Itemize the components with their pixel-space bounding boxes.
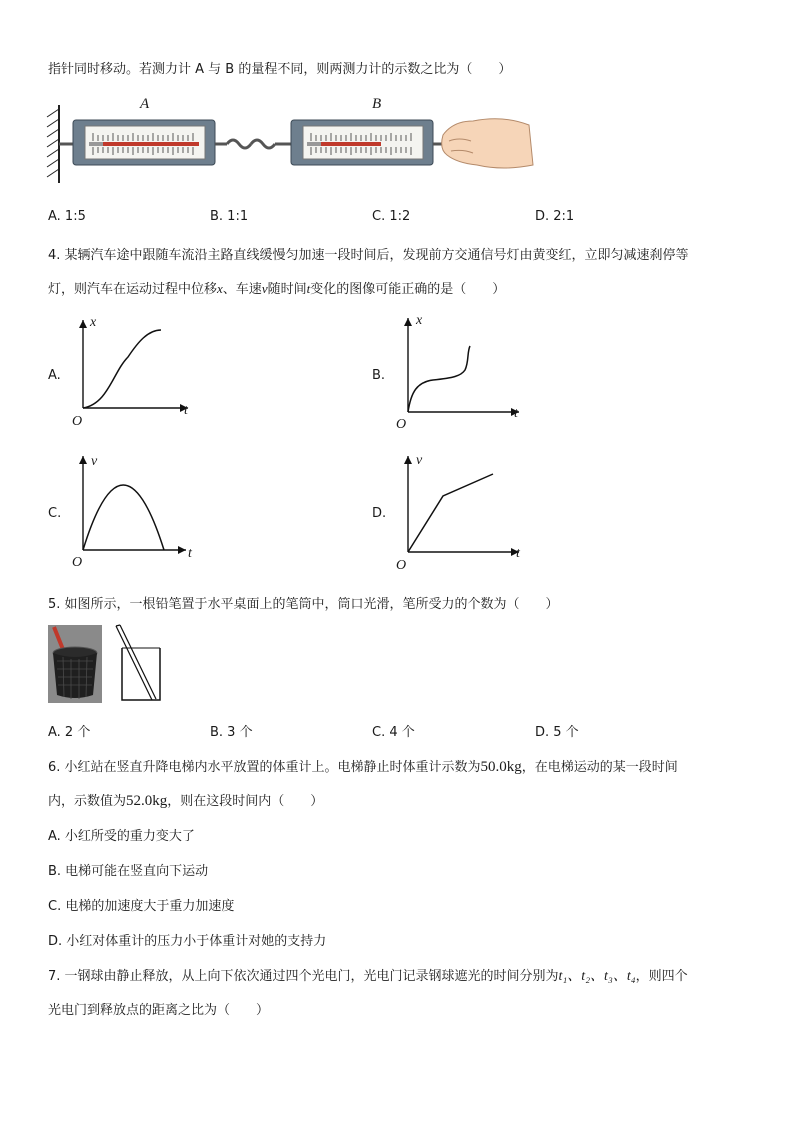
q7-question-line1: 7. 一钢球由静止释放，从上向下依次通过四个光电门，光电门记录钢球遮光的时间分别为t₁、t₂、t₃、t₄，则四个 xyxy=(48,969,688,984)
q4-graph-d-line xyxy=(408,474,493,552)
q4-graph-d xyxy=(393,450,527,564)
hook-coupling-icon xyxy=(215,140,291,148)
q6-option-d: D. 小红对体重计的压力小于体重计对她的支持力 xyxy=(48,934,327,949)
q4-graph-a-ylabel: x xyxy=(90,315,97,330)
q6-option-a: A. 小红所受的重力变大了 xyxy=(48,829,195,844)
q4-graph-c-ylabel: v xyxy=(91,454,98,469)
q4-graph-c-curve xyxy=(83,485,164,550)
q5-option-c: C. 4 个 xyxy=(372,725,415,740)
q3-intro-text: 指针同时移动。若测力计 A 与 B 的量程不同，则两测力计的示数之比为（ ） xyxy=(48,62,512,77)
q4-question-line2: 灯，则汽车在运动过程中位移x、车速v随时间t变化的图像可能正确的是（ ） xyxy=(48,281,506,297)
q3-option-b: B. 1:1 xyxy=(210,209,249,224)
q4-graph-a-option-label: A. xyxy=(48,368,61,383)
q4-graph-c-xlabel: t xyxy=(188,546,192,561)
q3-option-a: A. 1:5 xyxy=(48,209,86,224)
q4-graph-a xyxy=(68,312,198,432)
q4-graph-d-origin: O xyxy=(396,558,407,573)
q4-graph-c-option-label: C. xyxy=(48,506,62,521)
q6-question-line1: 6. 小红站在竖直升降电梯内水平放置的体重计上。电梯静止时体重计示数为50.0kg，在电梯运动的某一段时间 xyxy=(48,759,678,775)
q5-option-d: D. 5 个 xyxy=(535,725,579,740)
q7-question-line2: 光电门到释放点的距离之比为（ ） xyxy=(48,1003,270,1018)
q4-graph-b-option-label: B. xyxy=(372,368,386,383)
q4-graph-b-ylabel: x xyxy=(416,313,423,328)
scale-a-label: A xyxy=(140,96,150,112)
q4-graph-d-xlabel: t xyxy=(516,546,520,561)
q3-option-d: D. 2:1 xyxy=(535,209,575,224)
q6-option-c: C. 电梯的加速度大于重力加速度 xyxy=(48,899,235,914)
q4-question-line1: 4. 某辆汽车途中跟随车流沿主路直线缓慢匀加速一段时间后，发现前方交通信号灯由黄变红，立即匀减速刹停等 xyxy=(48,248,689,263)
q4-graph-b-curve xyxy=(408,346,470,412)
q4-graph-c-origin: O xyxy=(72,555,83,570)
q6-option-b: B. 电梯可能在竖直向下运动 xyxy=(48,864,209,879)
q3-option-c: C. 1:2 xyxy=(372,209,411,224)
scale-a-icon xyxy=(73,120,215,165)
pencil-cup-diagram xyxy=(112,624,168,704)
scale-b-label: B xyxy=(372,96,382,112)
scale-b-icon xyxy=(291,120,433,165)
q4-graph-d-option-label: D. xyxy=(372,506,387,521)
q6-question-line2: 内，示数值为52.0kg，则在这段时间内（ ） xyxy=(48,793,324,809)
hand-icon xyxy=(442,119,533,168)
q5-option-a: A. 2 个 xyxy=(48,725,91,740)
wall-icon xyxy=(47,105,59,183)
q4-graph-d-ylabel: v xyxy=(416,453,423,468)
q4-graph-b-xlabel: t xyxy=(514,406,518,421)
q4-graph-b-origin: O xyxy=(396,417,407,432)
q4-graph-c xyxy=(68,450,196,562)
q4-graph-b xyxy=(393,312,528,436)
q4-graph-a-origin: O xyxy=(72,414,83,429)
pencil-holder-photo xyxy=(48,625,102,703)
q4-graph-a-curve xyxy=(83,330,161,408)
q4-graph-a-xlabel: t xyxy=(184,403,188,418)
spring-scales-figure xyxy=(45,95,535,190)
q5-question-text: 5. 如图所示，一根铅笔置于水平桌面上的笔筒中，筒口光滑，笔所受力的个数为（ ） xyxy=(48,597,559,612)
q5-option-b: B. 3 个 xyxy=(210,725,253,740)
